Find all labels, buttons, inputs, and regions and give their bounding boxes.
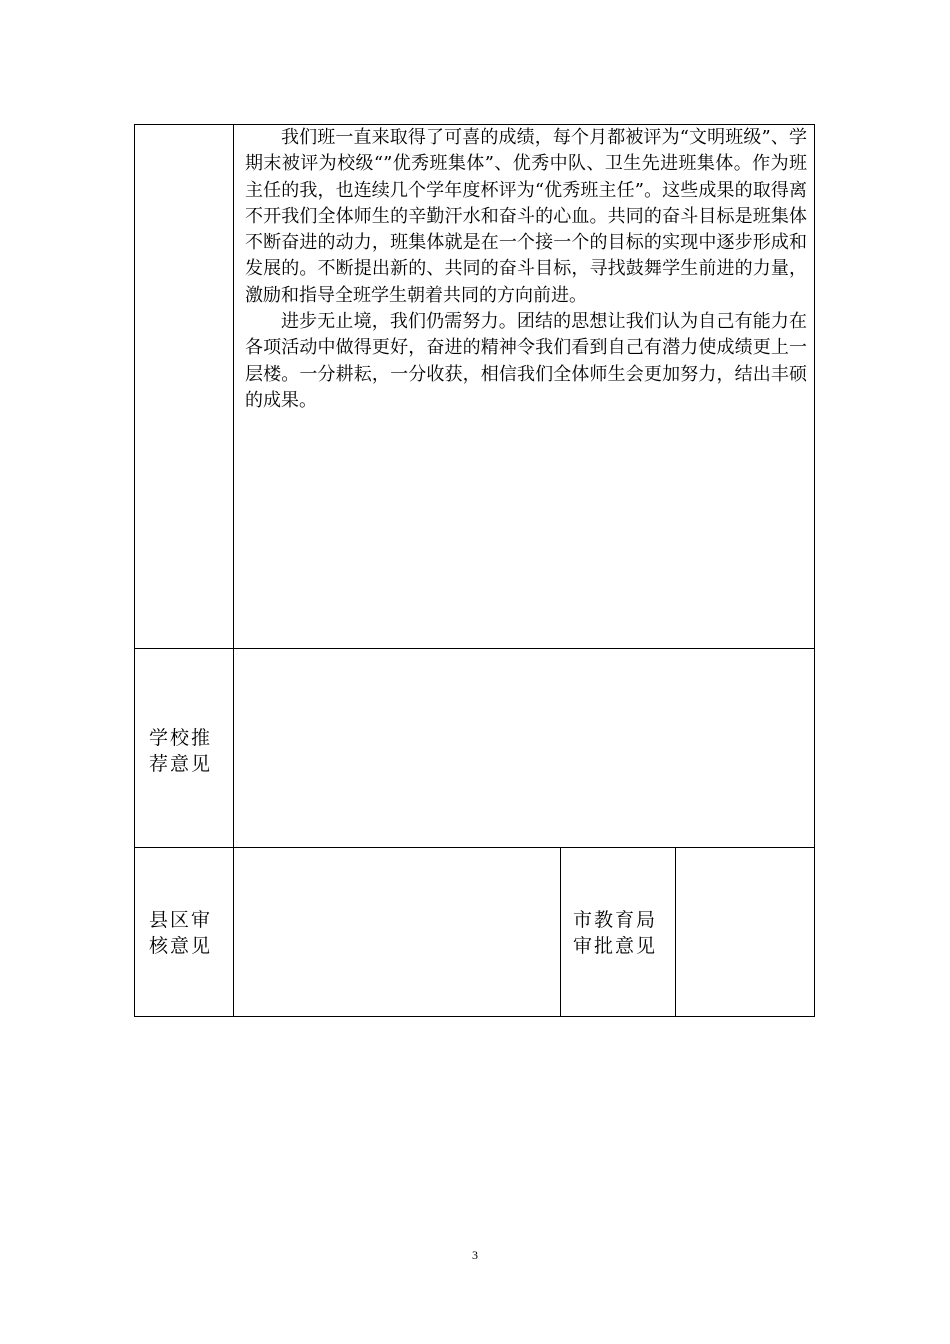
statement-paragraph: 进步无止境，我们仍需努力。团结的思想让我们认为自己有能力在各项活动中做得更好，奋进的精神令我们看到自己有潜力使成绩更上一层楼。一分耕耘，一分收获，相信我们全体师生会更加努力，结出丰硕的成果。 (245, 311, 807, 411)
statement-paragraph: 我们班一直来取得了可喜的成绩，每个月都被评为“文明班级”、学期末被评为校级“”优秀班集体”、优秀中队、卫生先进班集体。作为班主任的我，也连续几个学年度杯评为“优秀班主任”。这些成果的取得离不开我们全体师生的辛勤汗水和奋斗的心血。共同的奋斗目标是班集体不断奋进的动力，班集体就是在一个接一个的目标的实现中逐步形成和发展的。不断提出新的、共同的奋斗目标，寻找鼓舞学生前进的力量，激励和指导全班学生朝着共同的方向前进。 (245, 127, 807, 306)
application-form-table (134, 124, 815, 1017)
page-number: 3 (472, 1248, 478, 1262)
school-recommendation-label: 学校推荐意见 (149, 727, 213, 775)
school-recommendation-field[interactable] (235, 650, 814, 845)
statement-text-cell (245, 125, 807, 414)
row-divider (135, 847, 814, 848)
column-divider (560, 847, 561, 1016)
county-review-label: 县区审核意见 (149, 909, 213, 957)
row-divider (135, 648, 814, 649)
city-approval-label: 市教育局审批意见 (573, 909, 658, 957)
county-review-field[interactable] (235, 849, 558, 1015)
column-divider (233, 125, 234, 1016)
city-approval-field[interactable] (677, 849, 814, 1015)
column-divider (675, 847, 676, 1016)
